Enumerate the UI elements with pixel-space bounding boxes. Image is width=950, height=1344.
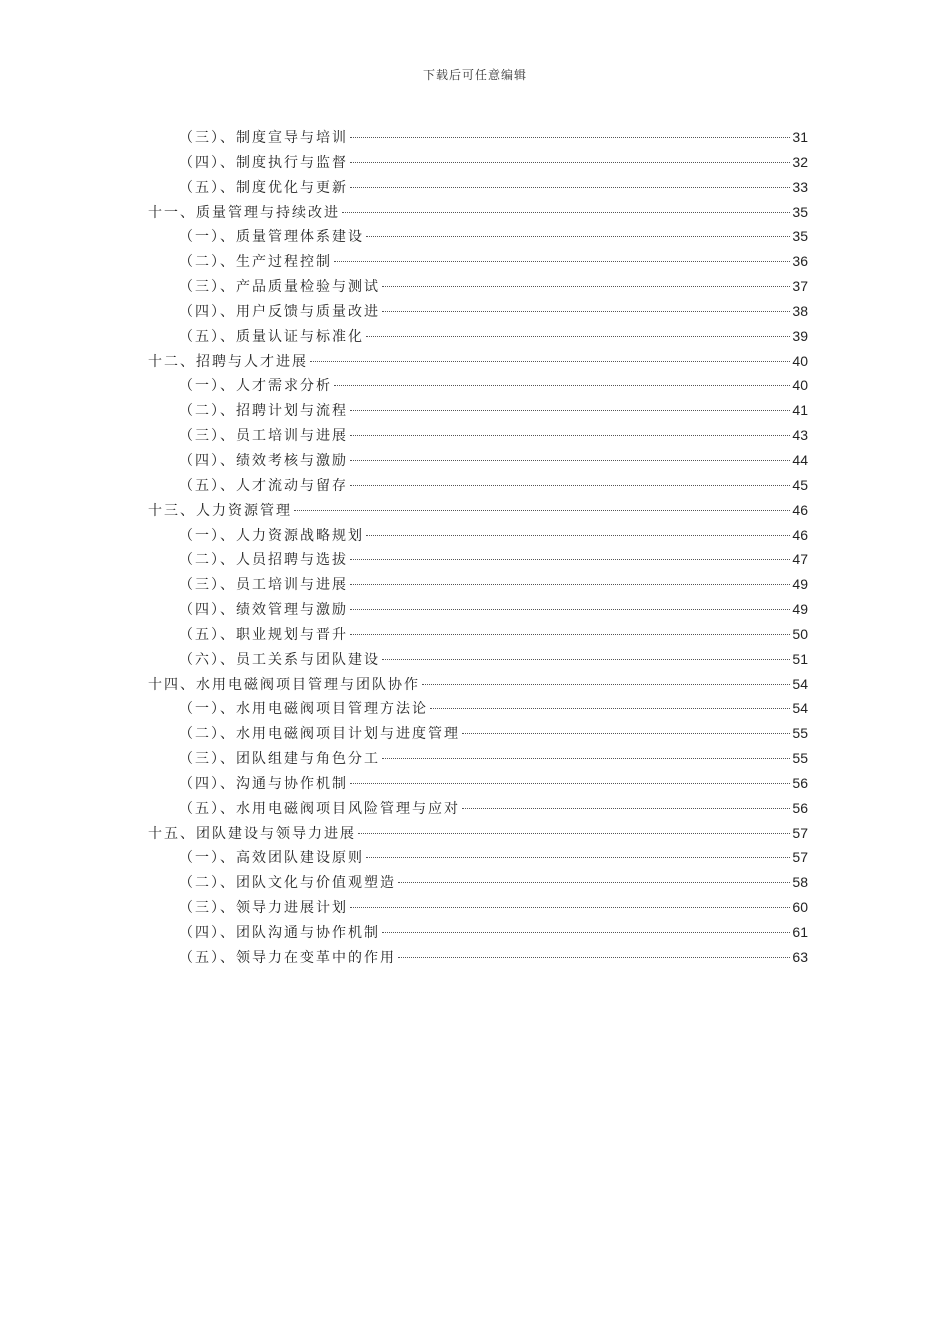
toc-entry-label: （三）、制度宣导与培训 [179, 130, 348, 146]
toc-dot-leader [350, 162, 790, 163]
toc-page-number: 55 [792, 750, 808, 767]
toc-section-entry[interactable] [148, 523, 808, 548]
toc-dot-leader [382, 932, 790, 933]
toc-dot-leader [334, 385, 790, 386]
toc-entry-label: （二）、人员招聘与选拔 [179, 552, 348, 569]
toc-page-number: 58 [792, 874, 808, 891]
toc-entry-label: （四）、绩效管理与激励 [179, 602, 348, 619]
toc-page-number: 60 [792, 899, 808, 916]
toc-chapter-entry[interactable] [148, 498, 808, 523]
toc-dot-leader [350, 485, 790, 486]
toc-entry-label: （五）、领导力在变革中的作用 [179, 949, 396, 966]
toc-entry-label: （三）、领导力进展计划 [179, 900, 348, 917]
toc-entry-label: （一）、高效团队建设原则 [179, 850, 364, 867]
toc-chapter-entry[interactable] [148, 200, 808, 225]
toc-chapter-entry[interactable] [148, 672, 808, 697]
toc-dot-leader [398, 882, 790, 883]
toc-section-entry[interactable] [148, 696, 808, 721]
toc-page-number: 39 [792, 327, 808, 344]
toc-dot-leader [366, 857, 790, 858]
toc-section-entry[interactable] [148, 622, 808, 647]
toc-entry-label: （四）、用户反馈与质量改进 [179, 303, 380, 320]
toc-page-number: 31 [792, 129, 808, 145]
toc-dot-leader [398, 957, 790, 958]
toc-entry-label: （五）、制度优化与更新 [179, 179, 348, 196]
toc-section-entry[interactable] [148, 249, 808, 274]
toc-entry-label: （一）、人力资源战略规划 [179, 527, 364, 544]
toc-dot-leader [350, 460, 790, 461]
toc-dot-leader [350, 410, 790, 411]
toc-section-entry[interactable] [148, 945, 808, 970]
toc-page-number: 38 [792, 302, 808, 319]
toc-entry-label: （三）、员工培训与进展 [179, 428, 348, 445]
toc-section-entry[interactable] [148, 224, 808, 249]
toc-section-entry[interactable] [148, 423, 808, 448]
toc-entry-label: （五）、水用电磁阀项目风险管理与应对 [179, 800, 460, 817]
toc-dot-leader [334, 261, 790, 262]
toc-page-number: 63 [792, 948, 808, 965]
toc-section-entry[interactable] [148, 796, 808, 821]
toc-page-number: 55 [792, 725, 808, 742]
toc-section-entry[interactable] [148, 771, 808, 796]
toc-entry-label: （四）、沟通与协作机制 [179, 775, 348, 792]
toc-entry-label: 十五、团队建设与领导力进展 [148, 825, 356, 842]
toc-dot-leader [462, 733, 790, 734]
toc-section-entry[interactable] [148, 150, 808, 175]
toc-dot-leader [462, 808, 790, 809]
toc-section-entry[interactable] [148, 572, 808, 597]
toc-page-number: 57 [792, 849, 808, 866]
toc-dot-leader [350, 559, 790, 560]
toc-page-number: 57 [792, 824, 808, 841]
toc-page-number: 49 [792, 601, 808, 618]
toc-section-entry[interactable] [148, 125, 808, 150]
toc-dot-leader [350, 907, 790, 908]
toc-dot-leader [310, 361, 790, 362]
toc-dot-leader [350, 187, 790, 188]
toc-entry-label: （一）、水用电磁阀项目管理方法论 [179, 701, 428, 718]
toc-page-number: 40 [792, 352, 808, 369]
toc-chapter-entry[interactable] [148, 821, 808, 846]
toc-section-entry[interactable] [148, 845, 808, 870]
toc-dot-leader [382, 311, 790, 312]
toc-entry-label: （五）、质量认证与标准化 [179, 328, 364, 345]
toc-page-number: 36 [792, 253, 808, 270]
toc-page-number: 46 [792, 501, 808, 518]
toc-entry-label: （二）、招聘计划与流程 [179, 403, 348, 420]
toc-page-number: 37 [792, 278, 808, 295]
toc-page-number: 43 [792, 427, 808, 444]
toc-dot-leader [350, 584, 790, 585]
toc-section-entry[interactable] [148, 448, 808, 473]
toc-page-number: 41 [792, 402, 808, 419]
toc-dot-leader [430, 708, 790, 709]
toc-dot-leader [422, 684, 790, 685]
toc-section-entry[interactable] [148, 274, 808, 299]
toc-entry-label: （四）、团队沟通与协作机制 [179, 925, 380, 941]
toc-entry-label: （二）、生产过程控制 [179, 254, 332, 271]
toc-section-entry[interactable] [148, 175, 808, 200]
toc-entry-label: （二）、团队文化与价值观塑造 [179, 875, 396, 892]
toc-dot-leader [382, 286, 790, 287]
toc-section-entry[interactable] [148, 324, 808, 349]
toc-page-number: 35 [792, 228, 808, 245]
toc-entry-label: （一）、人才需求分析 [179, 378, 332, 395]
toc-page-number: 35 [792, 203, 808, 220]
toc-page-number: 40 [792, 377, 808, 394]
toc-section-entry[interactable] [148, 597, 808, 622]
toc-dot-leader [366, 236, 790, 237]
toc-dot-leader [350, 435, 790, 436]
toc-entry-label: 十一、质量管理与持续改进 [148, 204, 340, 221]
toc-entry-label: （三）、团队组建与角色分工 [179, 751, 380, 768]
toc-dot-leader [350, 609, 790, 610]
toc-section-entry[interactable] [148, 647, 808, 672]
toc-page-number: 44 [792, 451, 808, 468]
toc-page-number: 49 [792, 576, 808, 593]
toc-section-entry[interactable] [148, 373, 808, 398]
toc-entry-label: （四）、绩效考核与激励 [179, 452, 348, 469]
toc-entry-label: 十三、人力资源管理 [148, 502, 292, 519]
toc-entry-label: 十四、水用电磁阀项目管理与团队协作 [148, 676, 420, 693]
toc-dot-leader [358, 833, 790, 834]
page-header: 下载后可任意编辑 [422, 68, 527, 82]
toc-entry-label: （三）、产品质量检验与测试 [179, 279, 380, 296]
toc-section-entry[interactable] [148, 746, 808, 771]
toc-page-number: 56 [792, 799, 808, 816]
toc-section-entry[interactable] [148, 547, 808, 572]
toc-dot-leader [342, 212, 790, 213]
toc-entry-label: （二）、水用电磁阀项目计划与进度管理 [179, 726, 460, 743]
toc-dot-leader [350, 783, 790, 784]
toc-dot-leader [350, 634, 790, 635]
toc-entry-label: （一）、质量管理体系建设 [179, 229, 364, 246]
toc-section-entry[interactable] [148, 870, 808, 895]
toc-entry-label: （六）、员工关系与团队建设 [179, 651, 380, 668]
toc-entry-label: （三）、员工培训与进展 [179, 577, 348, 594]
toc-page-number: 56 [792, 774, 808, 791]
toc-chapter-entry[interactable] [148, 349, 808, 374]
toc-entry-label: （四）、制度执行与监督 [179, 154, 348, 171]
toc-dot-leader [382, 758, 790, 759]
toc-page-number: 54 [792, 700, 808, 717]
toc-page-number: 50 [792, 625, 808, 642]
toc-section-entry[interactable] [148, 721, 808, 746]
toc-dot-leader [366, 336, 790, 337]
toc-dot-leader [350, 137, 790, 138]
toc-section-entry[interactable] [148, 895, 808, 920]
toc-page-number: 33 [792, 178, 808, 195]
toc-page-number: 61 [792, 924, 808, 940]
toc-page-number: 47 [792, 551, 808, 568]
toc-page-number: 46 [792, 526, 808, 543]
toc-entry-label: （五）、人才流动与留存 [179, 477, 348, 494]
toc-page-number: 32 [792, 153, 808, 170]
toc-section-entry[interactable] [148, 398, 808, 423]
toc-dot-leader [294, 510, 790, 511]
toc-section-entry[interactable] [148, 473, 808, 498]
toc-dot-leader [366, 535, 790, 536]
table-of-contents [148, 125, 808, 970]
toc-page-number: 54 [792, 675, 808, 692]
toc-page-number: 45 [792, 476, 808, 493]
toc-section-entry[interactable] [148, 920, 808, 945]
toc-entry-label: （五）、职业规划与晋升 [179, 626, 348, 643]
toc-entry-label: 十二、招聘与人才进展 [148, 353, 308, 370]
toc-dot-leader [382, 659, 790, 660]
toc-section-entry[interactable] [148, 299, 808, 324]
toc-page-number: 51 [792, 650, 808, 667]
